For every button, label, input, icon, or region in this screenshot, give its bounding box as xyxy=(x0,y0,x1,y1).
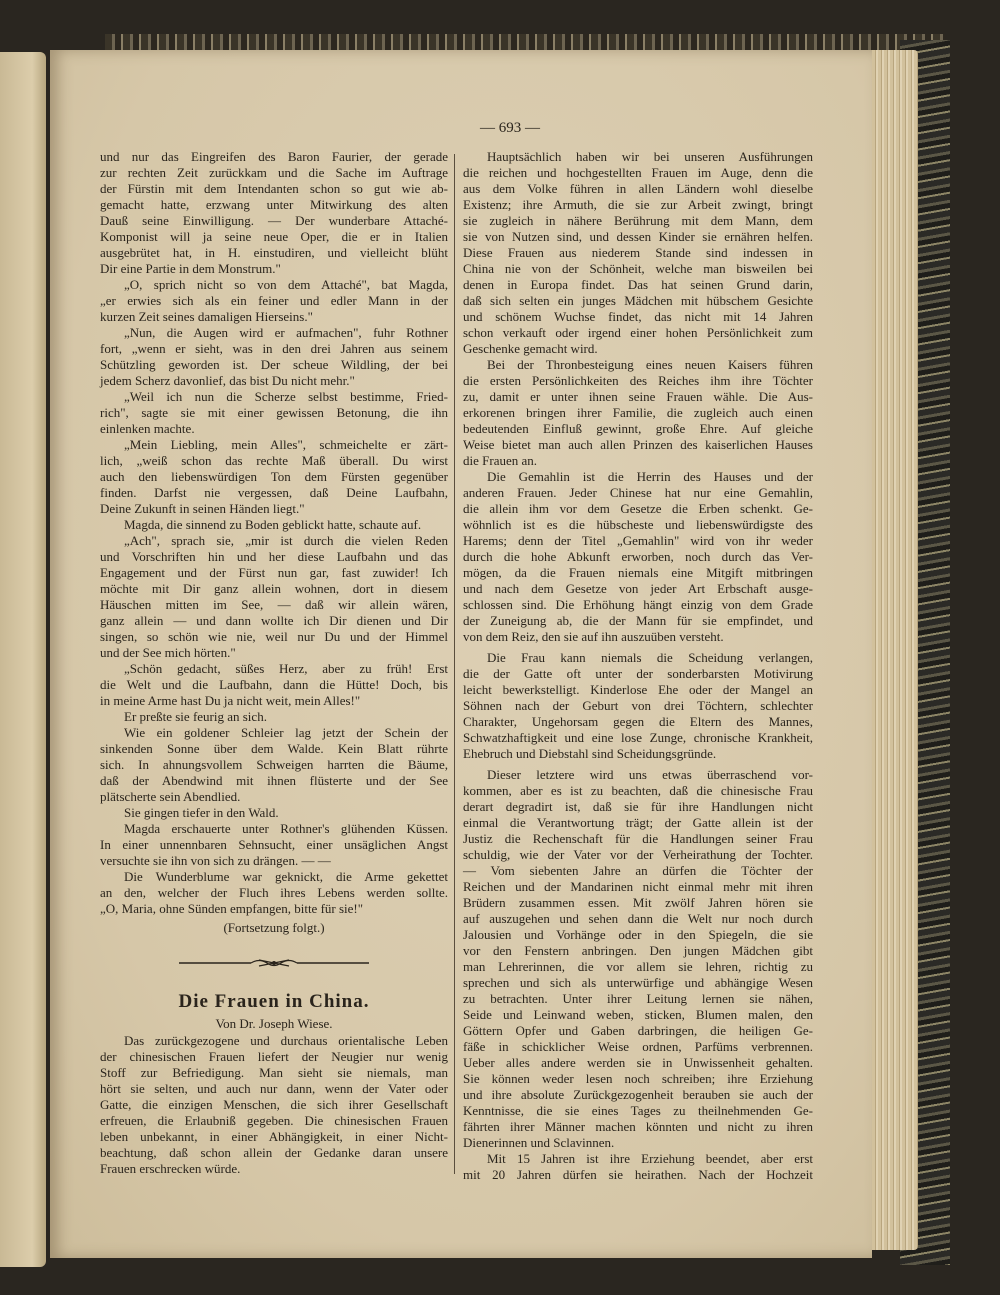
text-line: ganz allein — und dann wollte ich Dir dienen und Dir xyxy=(100,613,448,628)
text-line: der Fürstin mit dem Intendanten schon so gut wie ab- xyxy=(100,181,448,196)
text-line: Dieser letztere wird uns etwas überraschend vor- xyxy=(487,767,813,782)
page-number: — 693 — xyxy=(480,120,540,136)
text-line: mit 20 Jahren dürfen sie heirathen. Nach der Hochzeit xyxy=(463,1167,813,1182)
text-line: zur rechten Zeit zurückkam und die Sache im Auftrage xyxy=(100,165,448,180)
text-line: Magda, die sinnend zu Boden geblickt hatte, schaute auf. xyxy=(124,517,422,532)
text-line: und schönem Wuchse findet, das nicht mit 14 Jahren xyxy=(463,309,813,324)
text-line: Die Gemahlin ist die Herrin des Hauses und der xyxy=(487,469,813,484)
book-page xyxy=(50,50,872,1258)
text-line: „er erwies sich als ein feiner und edler Mann in der xyxy=(100,293,448,308)
text-line: Bei der Thronbesteigung eines neuen Kaisers führen xyxy=(487,357,813,372)
text-line: und nach dem Gesetze von jeder Art Erbschaft ausge- xyxy=(463,581,813,596)
text-line: „Mein Liebling, mein Alles", schmeichelte er zärt- xyxy=(124,437,448,452)
text-line: Geschenke gemacht wird. xyxy=(463,341,598,356)
text-line: sinkenden Sonne über dem Walde. Kein Blatt rührte xyxy=(100,741,448,756)
continuation-note: (Fortsetzung folgt.) xyxy=(223,920,325,935)
text-line: Jalousien und Vorhänge oder in den Spiegeln, die sie xyxy=(463,927,813,942)
text-line: „Schön gedacht, süßes Herz, aber zu früh! Erst xyxy=(124,661,448,676)
text-line: sprechen und sich als unterwürfige und abhängige Wesen xyxy=(463,975,813,990)
text-line: die Frauen an. xyxy=(463,453,538,468)
text-line: Weise bietet man auch allen Prinzen des kaiserlichen Hauses xyxy=(463,437,813,452)
novel-continuation xyxy=(100,149,448,917)
paragraph xyxy=(100,149,448,277)
text-line: fäße in schicklicher Weise ordnen, Parfüms verbrennen. xyxy=(463,1039,813,1054)
text-line: Mit 15 Jahren ist ihre Erziehung beendet, aber erst xyxy=(487,1151,813,1166)
paragraph xyxy=(100,821,448,869)
text-line: einmal die Verantwortung trägt; der Gatte allein ist der xyxy=(463,815,813,830)
text-line: denen in Europa findet. Das hat seinen Grund darin, xyxy=(463,277,813,292)
text-line: singen, so schön wie nie, weil nur Du und der Himmel xyxy=(100,629,448,644)
text-line: Dir eine Partie in dem Monstrum." xyxy=(100,261,281,276)
paragraph xyxy=(463,767,813,1151)
text-line: Dauß seine Einwilligung. — Der wunderbare Attaché- xyxy=(100,213,448,228)
text-line: — Vom siebenten Jahre an dürfen die Töchter der xyxy=(463,863,813,878)
text-line: bedeutenden Einfluß gewinnt, große Ehre. Auf gleiche xyxy=(463,421,813,436)
text-line: schlossen sind. Die Erhöhung hängt einzig von dem Grade xyxy=(463,597,813,612)
text-line: Wie ein goldener Schleier lag jetzt der Schein der xyxy=(124,725,448,740)
text-line: Hauptsächlich haben wir bei unseren Ausführungen xyxy=(487,149,813,164)
text-line: einlenken machte. xyxy=(100,421,195,436)
text-line: In einer unnennbaren Sehnsucht, einer unsäglichen Angst xyxy=(100,837,448,852)
text-line: sie von Nutzen sind, und dessen Kinder sie ernähren helfen. xyxy=(463,229,813,244)
text-line: gemacht hatte, erzwang unter Mitwirkung des alten xyxy=(100,197,448,212)
paragraph xyxy=(100,725,448,805)
text-line: Deine Zukunft in seinen Händen liegt." xyxy=(100,501,305,516)
text-line: daß sich selten ein junges Mädchen mit hübschem Gesichte xyxy=(463,293,813,308)
text-line: Magda erschauerte unter Rothner's glühenden Küssen. xyxy=(124,821,448,836)
text-line: aus dem Volke führen in allen Ländern wohl dieselbe xyxy=(463,181,813,196)
text-line: Das zurückgezogene und durchaus orientalische Leben xyxy=(124,1033,448,1048)
text-line: Dienerinnen und Sclavinnen. xyxy=(463,1135,615,1150)
text-line: fährten ihrer Männer machen könnten und nicht zu ihren xyxy=(463,1119,813,1134)
text-line: Existenz; ihre Armuth, die sie zur Arbeit zwingt, bringt xyxy=(463,197,813,212)
text-line: „Nun, die Augen wird er aufmachen", fuhr Rothner xyxy=(124,325,448,340)
text-line: leben unbekannt, in einer Abhängigkeit, in einer Nicht- xyxy=(100,1129,448,1144)
text-line: hört sie selten, und auch nur dann, wenn der Vater oder xyxy=(100,1081,448,1096)
text-line: man Lehrerinnen, die vor allem sie lehren, richtig zu xyxy=(463,959,813,974)
paragraph xyxy=(100,533,448,661)
ornamental-divider xyxy=(179,958,369,968)
text-line: die reichen und hochgestellten Frauen im Auge, denn die xyxy=(463,165,813,180)
text-line: zu betrachten. Unter ihrer Leitung lernen sie nähen, xyxy=(463,991,813,1006)
text-line: fort, „wenn er sieht, was in den drei Jahren aus seinem xyxy=(100,341,448,356)
paragraph xyxy=(100,869,448,917)
text-line: jedem Scherz davonlief, das bist Du nicht mehr." xyxy=(100,373,355,388)
paragraph xyxy=(100,1033,448,1177)
article-byline: Von Dr. Joseph Wiese. xyxy=(215,1016,333,1031)
text-line: rich", sagte sie mit einer gewissen Betonung, die ihn xyxy=(100,405,448,420)
text-line: und ihre absolute Zurückgezogenheit berauben sie auch der xyxy=(463,1087,813,1102)
text-line: derart degradirt ist, daß sie für ihre Handlungen nicht xyxy=(463,799,813,814)
text-line: „Ach", sprach sie, „mir ist durch die vielen Reden xyxy=(124,533,448,548)
paragraph xyxy=(463,1151,813,1183)
text-line: „O, Maria, ohne Sünden empfangen, bitte für sie!" xyxy=(100,901,364,916)
text-line: Schwatzhaftigkeit und eine lose Zunge, chronische Krankheit, xyxy=(463,730,813,745)
text-line: Ueber alles andere werden sie in Unwissenheit gehalten. xyxy=(463,1055,813,1070)
text-line: beachtung, daß schon allein der Gedanke daran unsere xyxy=(100,1145,448,1160)
paragraph xyxy=(463,469,813,645)
paragraph xyxy=(100,709,448,725)
paragraph xyxy=(100,517,448,533)
text-line: und Vorschriften hin und her diese Laufbahn und das xyxy=(100,549,448,564)
text-line: schon verkauft oder irgend einer hohen Persönlichkeit zum xyxy=(463,325,813,340)
text-line: mögen, da die Frauen niemals eine Mitgift mitbringen xyxy=(463,565,813,580)
text-line: auch den liebenswürdigen Ton dem Fürsten gegenüber xyxy=(100,469,448,484)
paragraph xyxy=(463,149,813,357)
article-title: Die Frauen in China. xyxy=(178,991,370,1012)
text-line: zu, damit er unter ihnen seine Frauen wähle. Die Aus- xyxy=(463,389,813,404)
text-line: kommen, aber es ist zu beachten, daß die chinesische Frau xyxy=(463,783,813,798)
paragraph xyxy=(463,650,813,762)
article-body-continued xyxy=(463,149,813,1183)
text-line: Er preßte sie feurig an sich. xyxy=(124,709,267,724)
text-line: finden. Darfst nie vergessen, daß Deine Laufbahn, xyxy=(100,485,448,500)
paragraph xyxy=(100,325,448,389)
text-line: leicht bewerkstelligt. Kinderlose Ehe oder der Mangel an xyxy=(463,682,813,697)
paragraph xyxy=(100,661,448,709)
text-line: „Weil ich nun die Scherze selbst bestimme, Fried- xyxy=(124,389,448,404)
text-line: der Zuneigung ab, die der Mann für sie empfindet, und xyxy=(463,613,813,628)
text-line: Komponist will ja seine neue Oper, die er in Italien xyxy=(100,229,448,244)
text-line: anderen Frauen. Jeder Chinese hat nur eine Gemahlin, xyxy=(463,485,813,500)
text-line: Ehebruch und Diebstahl sind Scheidungsgründe. xyxy=(463,746,717,761)
text-line: erkorenen bringen ihrer Familie, die zugleich auch einen xyxy=(463,405,813,420)
text-line: Justiz die Rechenschaft für die Handlungen seiner Frau xyxy=(463,831,813,846)
text-line: kurzen Zeit seines damaligen Hierseins." xyxy=(100,309,313,324)
article-body xyxy=(100,1033,448,1177)
paragraph xyxy=(100,437,448,517)
text-line: „O, sprich nicht so von dem Attaché", bat Magda, xyxy=(124,277,448,292)
text-line: Sie gingen tiefer in den Wald. xyxy=(124,805,279,820)
text-line: daß der Abendwind mit ihnen flüsterte und der See xyxy=(100,773,448,788)
text-line: erfreuen, die Erlaubniß gegeben. Die chinesischen Frauen xyxy=(100,1113,448,1128)
text-line: Frauen erschrecken würde. xyxy=(100,1161,241,1176)
text-line: Stoff zur Befriedigung. Man sieht sie niemals, man xyxy=(100,1065,448,1080)
text-line: Seide und Leinwand weben, sticken, Blumen malen, den xyxy=(463,1007,813,1022)
text-line: sich. In ahnungsvollem Schweigen harrten die Bäume, xyxy=(100,757,448,772)
previous-page-edge xyxy=(0,52,46,1267)
text-line: Häuschen mitten im See, — daß wir allein wären, xyxy=(100,597,448,612)
text-line: Söhnen nach der Geburt von drei Töchtern, schlechter xyxy=(463,698,813,713)
text-line: Die Wunderblume war geknickt, die Arme gekettet xyxy=(124,869,448,884)
text-line: möchte mit Dir ganz allein wohnen, dort in diesem xyxy=(100,581,448,596)
text-line: in meine Arme hast Du ja nicht weit, mein Alles!" xyxy=(100,693,361,708)
text-line: die Welt und die Laufbahn, dann die Hütte! Doch, bis xyxy=(100,677,448,692)
text-line: Die Frau kann niemals die Scheidung verlangen, xyxy=(487,650,813,665)
text-line: Sie können weder lesen noch schreiben; ihre Erziehung xyxy=(463,1071,813,1086)
text-line: vor den Fenstern anbringen. Den jungen Mädchen gibt xyxy=(463,943,813,958)
text-line: die der Gatte oft unter der sonderbarsten Motivirung xyxy=(463,666,813,681)
text-line: ausgebrütet hat, in H. einstudiren, und vielleicht blüht xyxy=(100,245,448,260)
column-divider xyxy=(454,154,455,1174)
left-column xyxy=(100,149,448,1177)
page-stack-edge xyxy=(866,50,918,1250)
paragraph xyxy=(463,357,813,469)
text-line: und nur das Eingreifen des Baron Faurier, der gerade xyxy=(100,149,448,164)
text-line: lich, „weiß schon das rechte Maß überall. Du wirst xyxy=(100,453,448,468)
text-line: Diese Frauen aus niederem Stande sind indessen in xyxy=(463,245,813,260)
text-line: Schützling geworden ist. Der scheue Wildling, der bei xyxy=(100,357,448,372)
text-line: China nie von der Schönheit, welche man bisweilen bei xyxy=(463,261,813,276)
text-line: auf auszugehen und sehen dann die Welt nur noch durch xyxy=(463,911,813,926)
text-line: Gatte, die einzigen Menschen, die sich ihrer Gesellschaft xyxy=(100,1097,448,1112)
text-line: plätscherte sein Abendlied. xyxy=(100,789,241,804)
right-column xyxy=(463,149,813,1183)
text-line: durch die hohe Abkunft erworben, noch durch das Ver- xyxy=(463,549,813,564)
text-line: versuchte sie ihn von sich zu drängen. — — xyxy=(100,853,331,868)
text-line: Brüdern zusammen essen. Mit zwölf Jahren hören sie xyxy=(463,895,813,910)
text-line: Engagement und der Fürst nun gar, fast zuwider! Ich xyxy=(100,565,448,580)
text-line: Göttern Opfer und Gaben darbringen, die heiligen Ge- xyxy=(463,1023,813,1038)
text-line: an den, welcher der Fluch ihres Lebens werden sollte. xyxy=(100,885,448,900)
text-line: die ersten Persönlichkeiten des Reiches ihm ihre Töchter xyxy=(463,373,813,388)
text-line: sie zugleich in nähere Berührung mit dem Mann, dem xyxy=(463,213,813,228)
text-line: Kenntnisse, die sie eines Tages zu theilnehmenden Ge- xyxy=(463,1103,813,1118)
text-line: wöhnlich ist es die hübscheste und liebenswürdigste des xyxy=(463,517,813,532)
text-line: schuldig, wie der Vater vor der Verheirathung der Tochter. xyxy=(463,847,813,862)
text-line: die allein ihm vor dem Gesetze die Erben schenkt. Ge- xyxy=(463,501,813,516)
text-line: der chinesischen Frauen liefert der Neugier nur wenig xyxy=(100,1049,448,1064)
text-line: Reichen und der Mandarinen nicht einmal mehr mit ihren xyxy=(463,879,813,894)
text-line: Charakter, Ungehorsam gegen die Eltern des Mannes, xyxy=(463,714,813,729)
text-line: Harems; denn der Titel „Gemahlin" wird von ihr weder xyxy=(463,533,813,548)
paragraph xyxy=(100,389,448,437)
text-line: und der See mich hörten." xyxy=(100,645,236,660)
paragraph xyxy=(100,805,448,821)
paragraph xyxy=(100,277,448,325)
text-line: von dem Reiz, den sie auf ihn auszuüben versteht. xyxy=(463,629,724,644)
